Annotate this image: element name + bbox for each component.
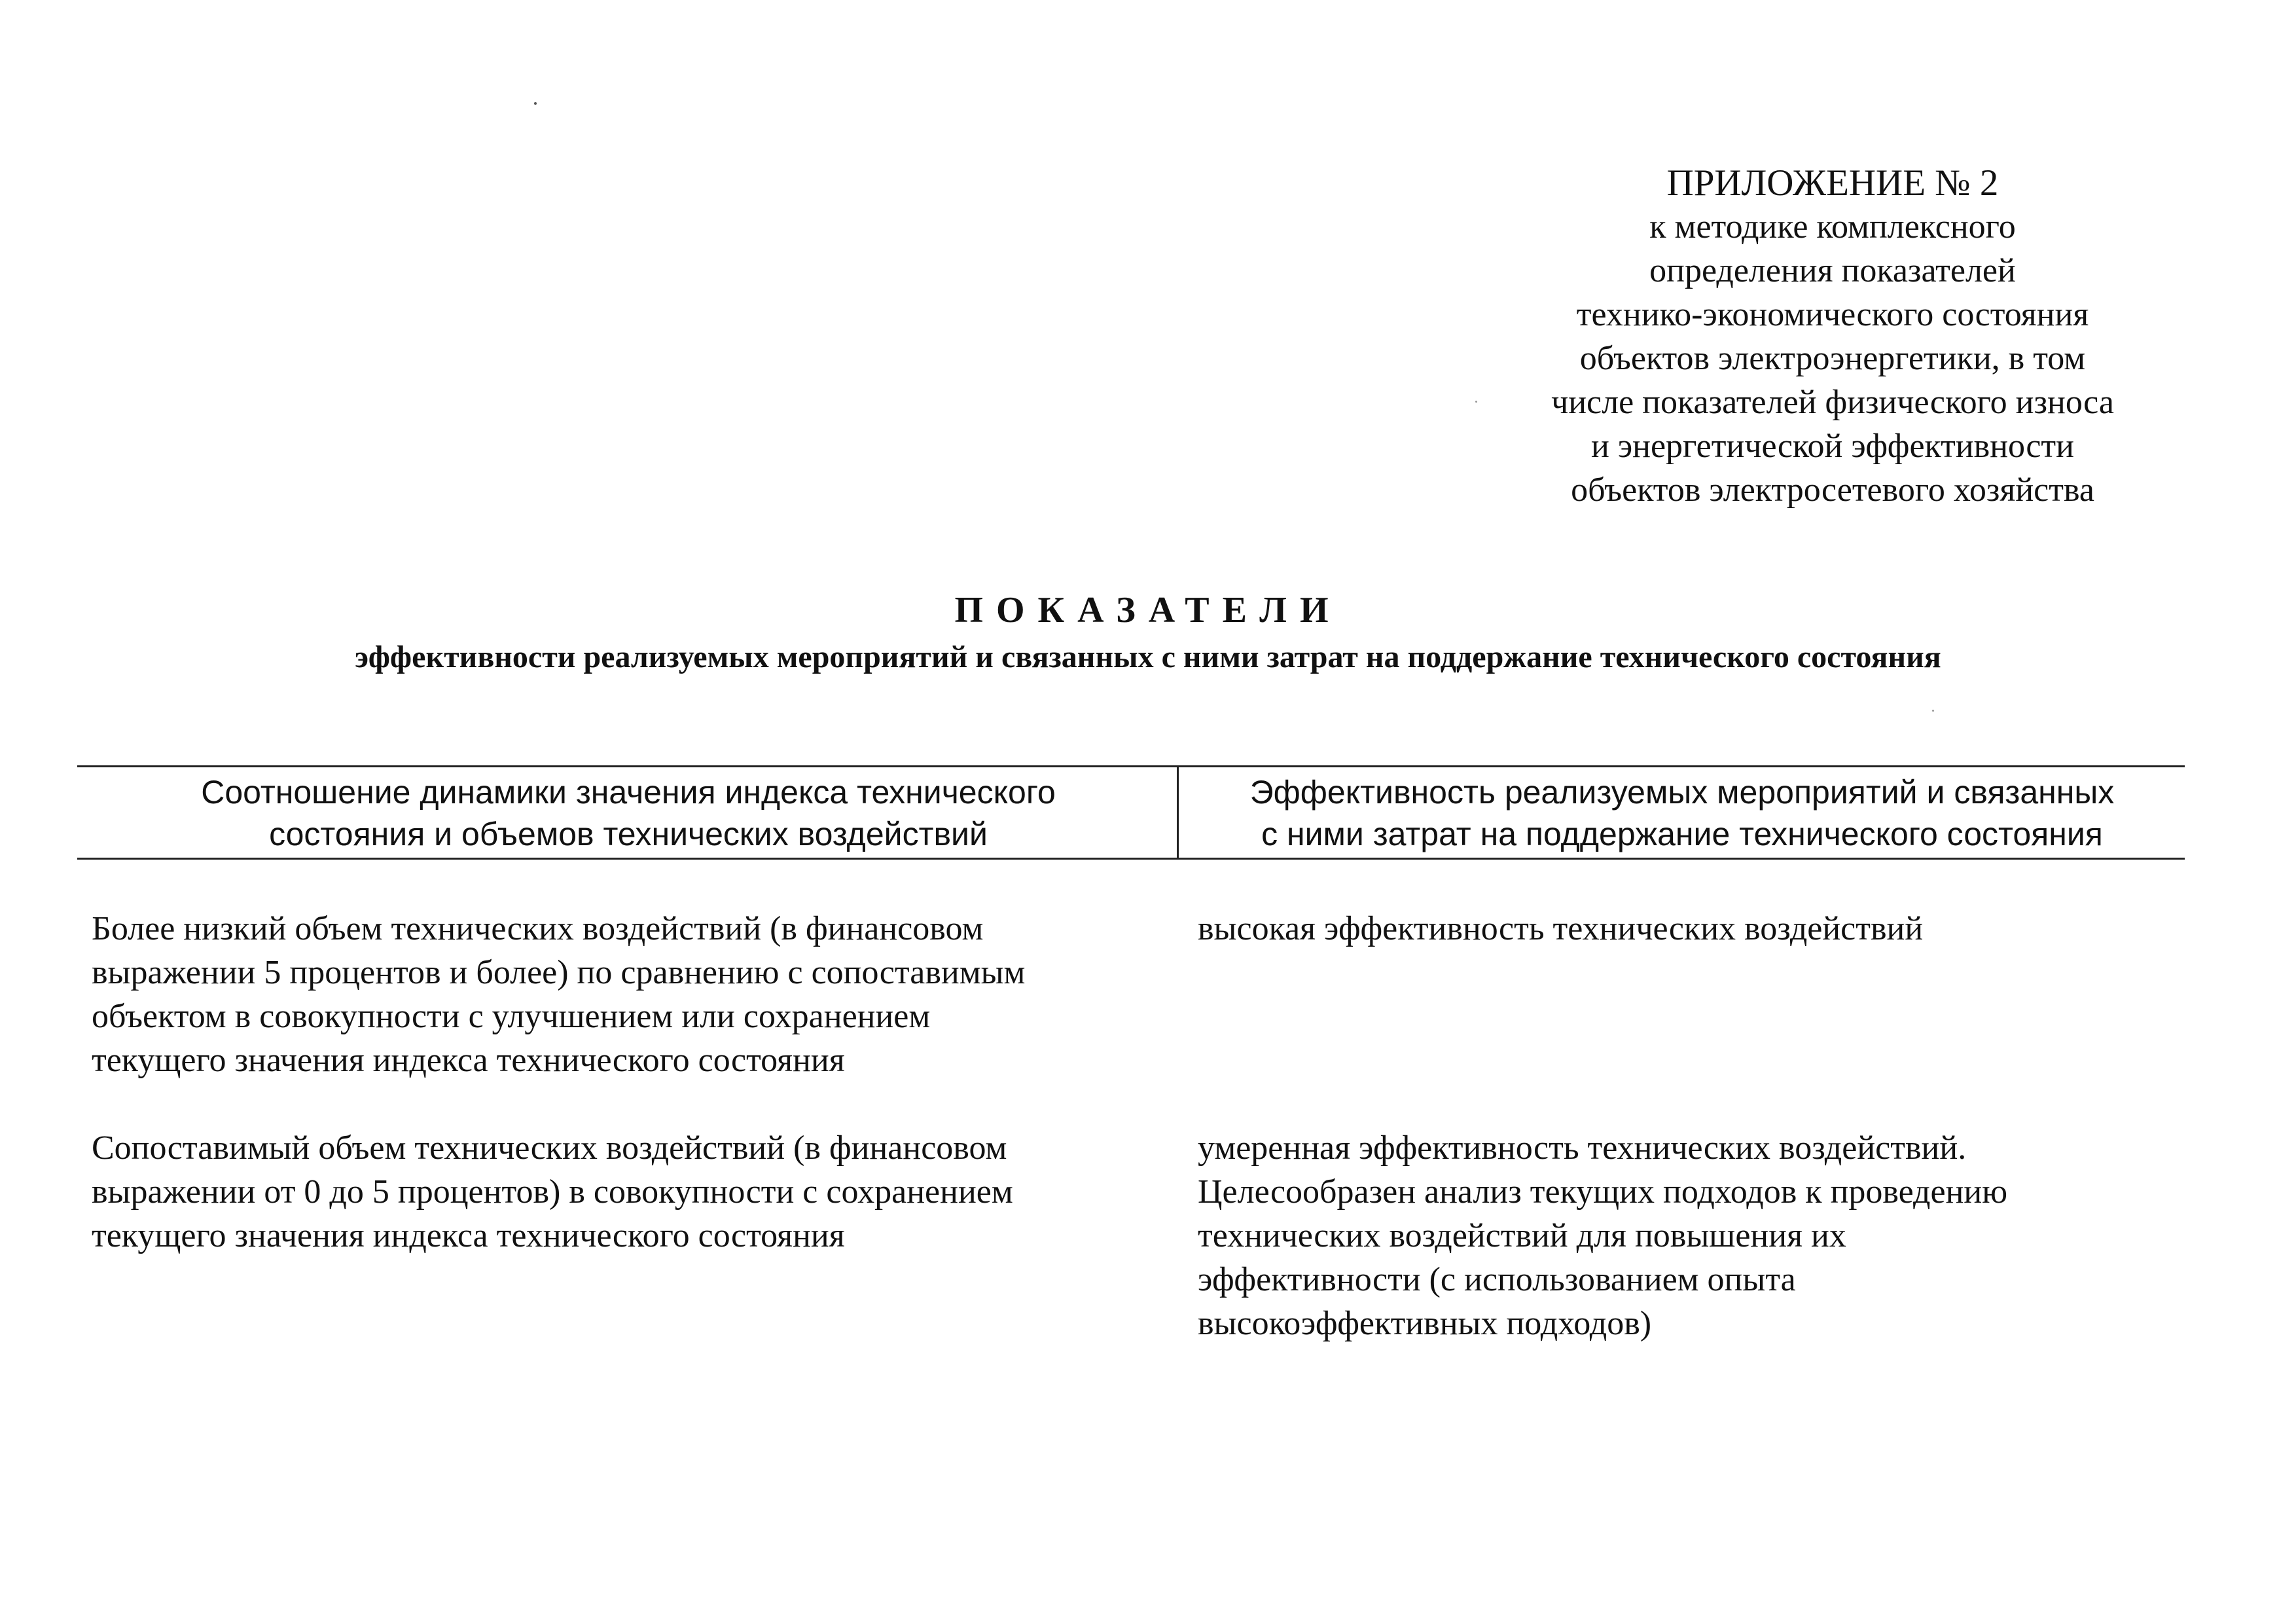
cell-line: умеренная эффективность технических воздействий. <box>1198 1129 1967 1167</box>
cell-line: высокая эффективность технических воздействий <box>1198 910 1924 947</box>
table-row-2-efficiency <box>1198 1126 2007 1345</box>
cell-line: текущего значения индекса технического состояния <box>92 1042 845 1079</box>
header-line: Эффективность реализуемых мероприятий и связанных <box>1249 774 2115 811</box>
cell-line: выражении 5 процентов и более) по сравнению с сопоставимым <box>92 954 1026 991</box>
cell-line: технических воздействий для повышения их <box>1198 1217 1846 1254</box>
appendix-block <box>1492 161 2173 512</box>
cell-line: высокоэффективных подходов) <box>1198 1305 1652 1342</box>
table-top-rule <box>77 765 2185 767</box>
cell-line: Сопоставимый объем технических воздействий (в финансовом <box>92 1129 1007 1167</box>
appendix-line: объектов электроэнергетики, в том <box>1579 340 2086 377</box>
table-row-2-condition <box>92 1126 1013 1258</box>
appendix-line: технико-экономического состояния <box>1576 296 2089 333</box>
cell-line: Более низкий объем технических воздействий (в финансовом <box>92 910 984 947</box>
table-header-condition <box>85 771 1172 855</box>
cell-line: текущего значения индекса технического состояния <box>92 1217 845 1254</box>
appendix-line: и энергетической эффективности <box>1590 428 2074 465</box>
cell-line: объектом в совокупности с улучшением или сохранением <box>92 998 931 1035</box>
scan-speck <box>1475 401 1477 403</box>
scan-speck <box>1932 710 1934 712</box>
table-header-efficiency <box>1185 771 2179 855</box>
scan-speck <box>534 102 537 105</box>
table-column-divider <box>1177 767 1179 860</box>
appendix-line: объектов электросетевого хозяйства <box>1571 471 2094 509</box>
cell-line: выражении от 0 до 5 процентов) в совокупности с сохранением <box>92 1173 1013 1211</box>
header-line: состояния и объемов технических воздействий <box>269 816 988 852</box>
header-line: с ними затрат на поддержание технического состояния <box>1261 816 2103 852</box>
document-subtitle: эффективности реализуемых мероприятий и связанных с ними затрат на поддержание технического состояния <box>355 640 1941 674</box>
cell-line: эффективности (с использованием опыта <box>1198 1261 1796 1298</box>
table-row-1-condition <box>92 907 1025 1082</box>
table-row-1-efficiency <box>1198 907 1923 951</box>
table-header-bottom-rule <box>77 858 2185 860</box>
appendix-line: определения показателей <box>1649 252 2016 289</box>
appendix-line: числе показателей физического износа <box>1551 384 2114 421</box>
header-line: Соотношение динамики значения индекса технического <box>201 774 1056 811</box>
appendix-line: к методике комплексного <box>1649 208 2016 246</box>
appendix-title: ПРИЛОЖЕНИЕ № 2 <box>1666 162 1999 204</box>
cell-line: Целесообразен анализ текущих подходов к проведению <box>1198 1173 2008 1211</box>
document-title: ПОКАЗАТЕЛИ <box>954 590 1342 630</box>
